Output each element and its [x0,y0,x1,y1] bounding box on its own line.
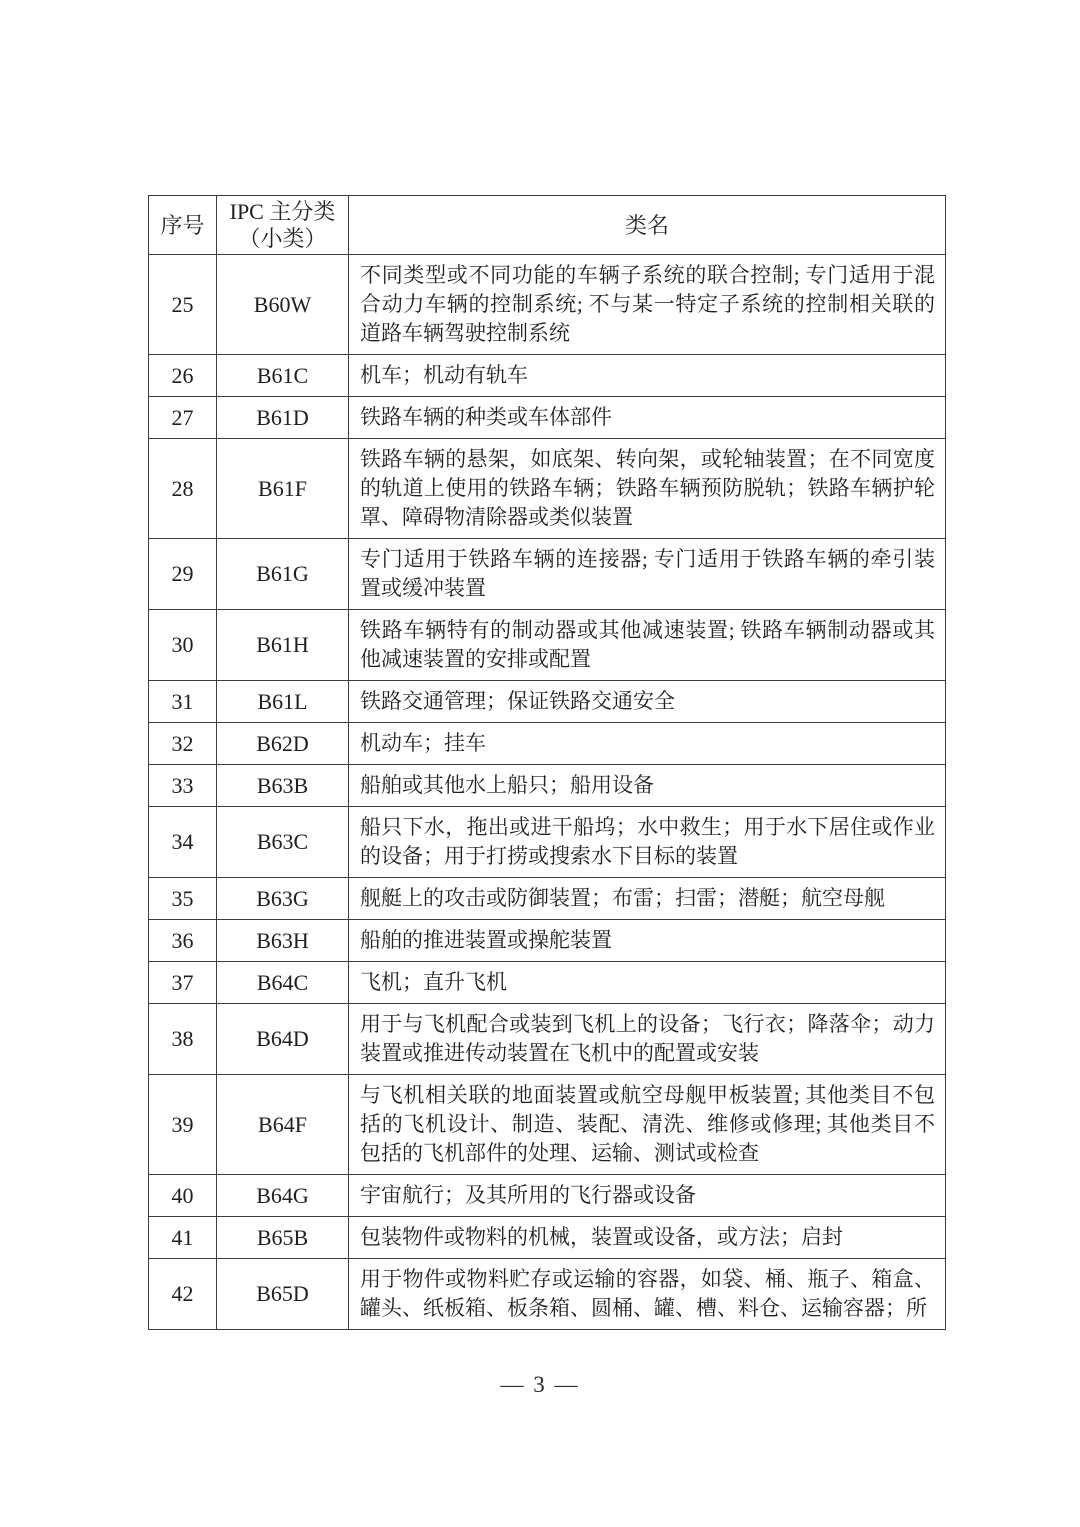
row-serial-cell: 37 [149,962,217,1004]
table-row [149,539,946,610]
row-serial-cell: 32 [149,723,217,765]
row-serial-cell: 34 [149,807,217,878]
table-row [149,1004,946,1075]
row-class-name-cell: 铁路车辆的悬架，如底架、转向架，或轮轴装置；在不同宽度的轨道上使用的铁路车辆；铁路车辆预防脱轨；铁路车辆护轮罩、障碍物清除器或类似装置 [349,439,946,539]
row-class-name-cell: 飞机；直升飞机 [349,962,946,1004]
row-ipc-code-cell: B63B [217,765,349,807]
row-class-name-cell: 包装物件或物料的机械，装置或设备，或方法；启封 [349,1217,946,1259]
row-ipc-code-cell: B60W [217,255,349,355]
table-row [149,962,946,1004]
row-class-name-cell: 不同类型或不同功能的车辆子系统的联合控制; 专门适用于混合动力车辆的控制系统; 不与某一特定子系统的控制相关联的道路车辆驾驶控制系统 [349,255,946,355]
row-ipc-code-cell: B62D [217,723,349,765]
row-class-name-cell: 船舶的推进装置或操舵装置 [349,920,946,962]
row-class-name-cell: 专门适用于铁路车辆的连接器; 专门适用于铁路车辆的牵引装置或缓冲装置 [349,539,946,610]
ipc-classification-table [148,195,946,1330]
table-row [149,765,946,807]
table-body [149,255,946,1330]
page-number: — 3 — [500,1372,580,1397]
row-serial-cell: 35 [149,878,217,920]
table-row [149,807,946,878]
table-row [149,920,946,962]
table-row [149,1217,946,1259]
column-header-ipc-class [217,196,349,255]
row-class-name-cell: 用于物件或物料贮存或运输的容器，如袋、桶、瓶子、箱盒、罐头、纸板箱、板条箱、圆桶、罐、槽、料仓、运输容器；所 [349,1259,946,1330]
row-serial-cell: 27 [149,397,217,439]
row-ipc-code-cell: B61C [217,355,349,397]
table-row [149,723,946,765]
column-header-serial: 序号 [149,196,217,255]
row-ipc-code-cell: B65B [217,1217,349,1259]
row-class-name-cell: 铁路交通管理；保证铁路交通安全 [349,681,946,723]
row-class-name-cell: 宇宙航行；及其所用的飞行器或设备 [349,1175,946,1217]
row-class-name-cell: 机动车；挂车 [349,723,946,765]
row-ipc-code-cell: B64C [217,962,349,1004]
row-serial-cell: 40 [149,1175,217,1217]
table-row [149,878,946,920]
table-header-row [149,196,946,255]
row-serial-cell: 42 [149,1259,217,1330]
row-class-name-cell: 舰艇上的攻击或防御装置；布雷；扫雷；潜艇；航空母舰 [349,878,946,920]
row-serial-cell: 29 [149,539,217,610]
row-ipc-code-cell: B63G [217,878,349,920]
row-ipc-code-cell: B61D [217,397,349,439]
row-ipc-code-cell: B63C [217,807,349,878]
row-ipc-code-cell: B61L [217,681,349,723]
row-ipc-code-cell: B61H [217,610,349,681]
table-row [149,681,946,723]
row-ipc-code-cell: B64D [217,1004,349,1075]
column-header-class-name: 类名 [349,196,946,255]
row-serial-cell: 30 [149,610,217,681]
row-ipc-code-cell: B64F [217,1075,349,1175]
row-class-name-cell: 用于与飞机配合或装到飞机上的设备；飞行衣；降落伞；动力装置或推进传动装置在飞机中的配置或安装 [349,1004,946,1075]
table-row [149,1175,946,1217]
row-serial-cell: 38 [149,1004,217,1075]
row-serial-cell: 39 [149,1075,217,1175]
row-class-name-cell: 船舶或其他水上船只；船用设备 [349,765,946,807]
table-row [149,1259,946,1330]
row-ipc-code-cell: B61G [217,539,349,610]
row-class-name-cell: 船只下水，拖出或进干船坞；水中救生；用于水下居住或作业的设备；用于打捞或搜索水下目标的装置 [349,807,946,878]
row-ipc-code-cell: B63H [217,920,349,962]
row-serial-cell: 25 [149,255,217,355]
table-row [149,439,946,539]
table-row [149,397,946,439]
row-ipc-code-cell: B64G [217,1175,349,1217]
column-header-ipc-line2: （小类） [238,226,327,251]
row-class-name-cell: 铁路车辆特有的制动器或其他减速装置; 铁路车辆制动器或其他减速装置的安排或配置 [349,610,946,681]
row-serial-cell: 41 [149,1217,217,1259]
row-serial-cell: 26 [149,355,217,397]
table-row [149,610,946,681]
column-header-ipc-line1: IPC 主分类 [229,199,336,224]
table-row [149,355,946,397]
row-serial-cell: 33 [149,765,217,807]
table-row [149,255,946,355]
row-serial-cell: 28 [149,439,217,539]
row-serial-cell: 31 [149,681,217,723]
row-ipc-code-cell: B61F [217,439,349,539]
row-ipc-code-cell: B65D [217,1259,349,1330]
row-class-name-cell: 铁路车辆的种类或车体部件 [349,397,946,439]
row-class-name-cell: 与飞机相关联的地面装置或航空母舰甲板装置; 其他类目不包括的飞机设计、制造、装配、清洗、维修或修理; 其他类目不包括的飞机部件的处理、运输、测试或检查 [349,1075,946,1175]
row-serial-cell: 36 [149,920,217,962]
row-class-name-cell: 机车；机动有轨车 [349,355,946,397]
table-row [149,1075,946,1175]
